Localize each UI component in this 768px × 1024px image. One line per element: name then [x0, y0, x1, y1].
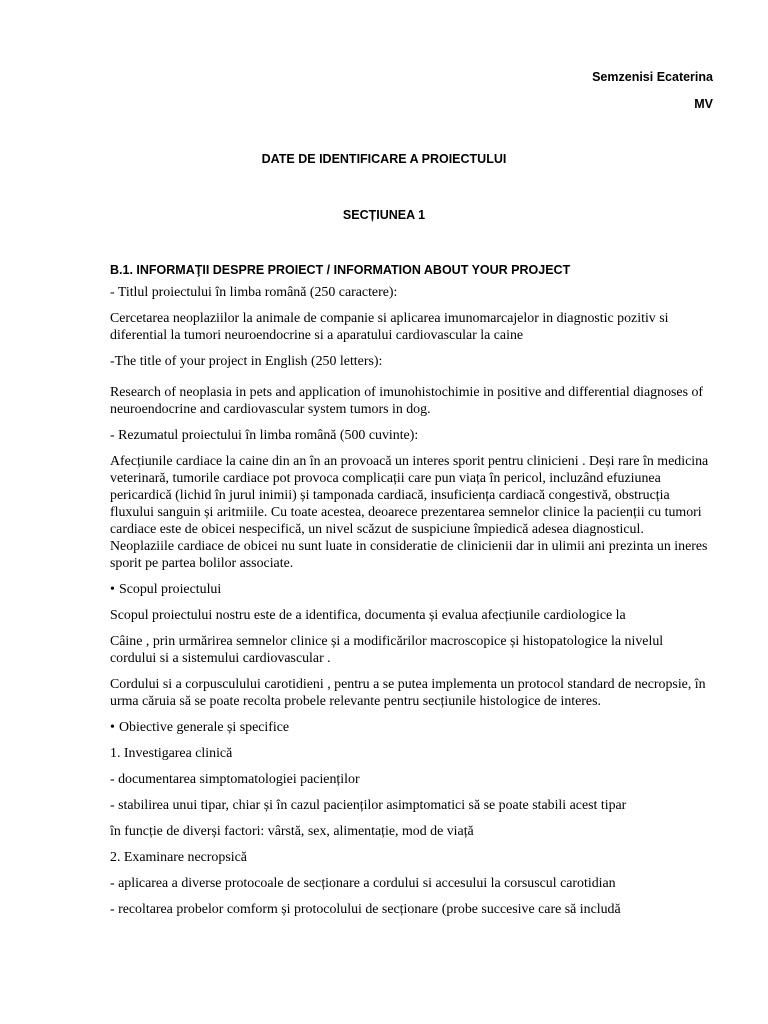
objective-1-item-a: - documentarea simptomatologiei pacienților [110, 772, 360, 787]
scope-paragraph-1: Scopul proiectului nostru este de a identifica, documenta și evalua afecțiunile cardiologice la [110, 608, 626, 623]
section-heading: B.1. INFORMAŢII DESPRE PROIECT / INFORMATION ABOUT YOUR PROJECT [110, 263, 571, 277]
document-body [110, 263, 710, 927]
scope-heading: • Scopul proiectului [110, 581, 710, 598]
objective-1-item-c: în funcție de diverși factori: vârstă, sex, alimentație, mod de viață [110, 824, 474, 839]
author-name: Semzenisi Ecaterina [592, 70, 713, 84]
objective-2: 2. Examinare necropsică [110, 850, 247, 865]
objectives-heading: • Obiective generale și specifice [110, 719, 710, 736]
program-code: MV [694, 97, 713, 111]
objective-1-item-b: - stabilirea unui tipar, chiar și în cazul pacienților asimptomatici să se poate stabili acest tipar [110, 798, 627, 813]
title-ro-text: Cercetarea neoplaziilor la animale de companie si aplicarea imunomarcajelor in diagnostic pozitiv si diferential la tumori neuroendocrine si a aparatului cardiovascular la caine [110, 311, 669, 343]
document-title: DATE DE IDENTIFICARE A PROIECTULUI [261, 152, 507, 166]
objective-2-item-b: - recoltarea probelor comform și protocolului de secționare (probe succesive care să includă [110, 902, 621, 917]
objective-1: 1. Investigarea clinică [110, 746, 233, 761]
section-title: SECȚIUNEA 1 [342, 208, 426, 222]
title-en-label: -The title of your project in English (250 letters): [110, 354, 383, 369]
summary-label: - Rezumatul proiectului în limba română (500 cuvinte): [110, 428, 419, 443]
title-ro-label: - Titlul proiectului în limba română (250 caractere): [110, 285, 398, 300]
title-en-text: Research of neoplasia in pets and application of imunohistochimie in positive and differential diagnoses of neuroendocrine and cardiovascular system tumors in dog. [110, 385, 704, 417]
objective-2-item-a: - aplicarea a diverse protocoale de secționare a cordului si accesului la corsuscul carotidian [110, 876, 616, 891]
scope-paragraph-2: Câine , prin urmărirea semnelor clinice și a modificărilor macroscopice și histopatologice la nivelul cordului si a sistemului cardiovascular . [110, 634, 664, 666]
summary-text: Afecțiunile cardiace la caine din an în an provoacă un interes sporit pentru clinicieni . Deși rare în medicina veterinară, tumorile cardiace pot provoca complicații care pun viața în pericol, incluzând efuziunea pericardică (lichid în jurul inimii) și tamponada cardiacă, insuficiența cardiacă congestivă, obstrucția fluxului sanguin și aritmiile. Cu toate acestea, deoarece prezentarea semnelor clinice la pacienții cu tumori cardiace este de obicei nespecifică, un nivel scăzut de suspiciune împiedică adesea diagnosticul. Neoplaziile cardiace de obicei nu sunt luate in consideratie de clinicienii dar in ulimii ani prezinta un ineres sporit pe partea bolilor associate. [110, 454, 709, 571]
scope-paragraph-3: Cordului si a corpusculului carotidieni , pentru a se putea implementa un protocol standard de necropsie, în urma căruia să se poate recolta probele relevante pentru secțiunile histologice de interes. [110, 677, 706, 709]
